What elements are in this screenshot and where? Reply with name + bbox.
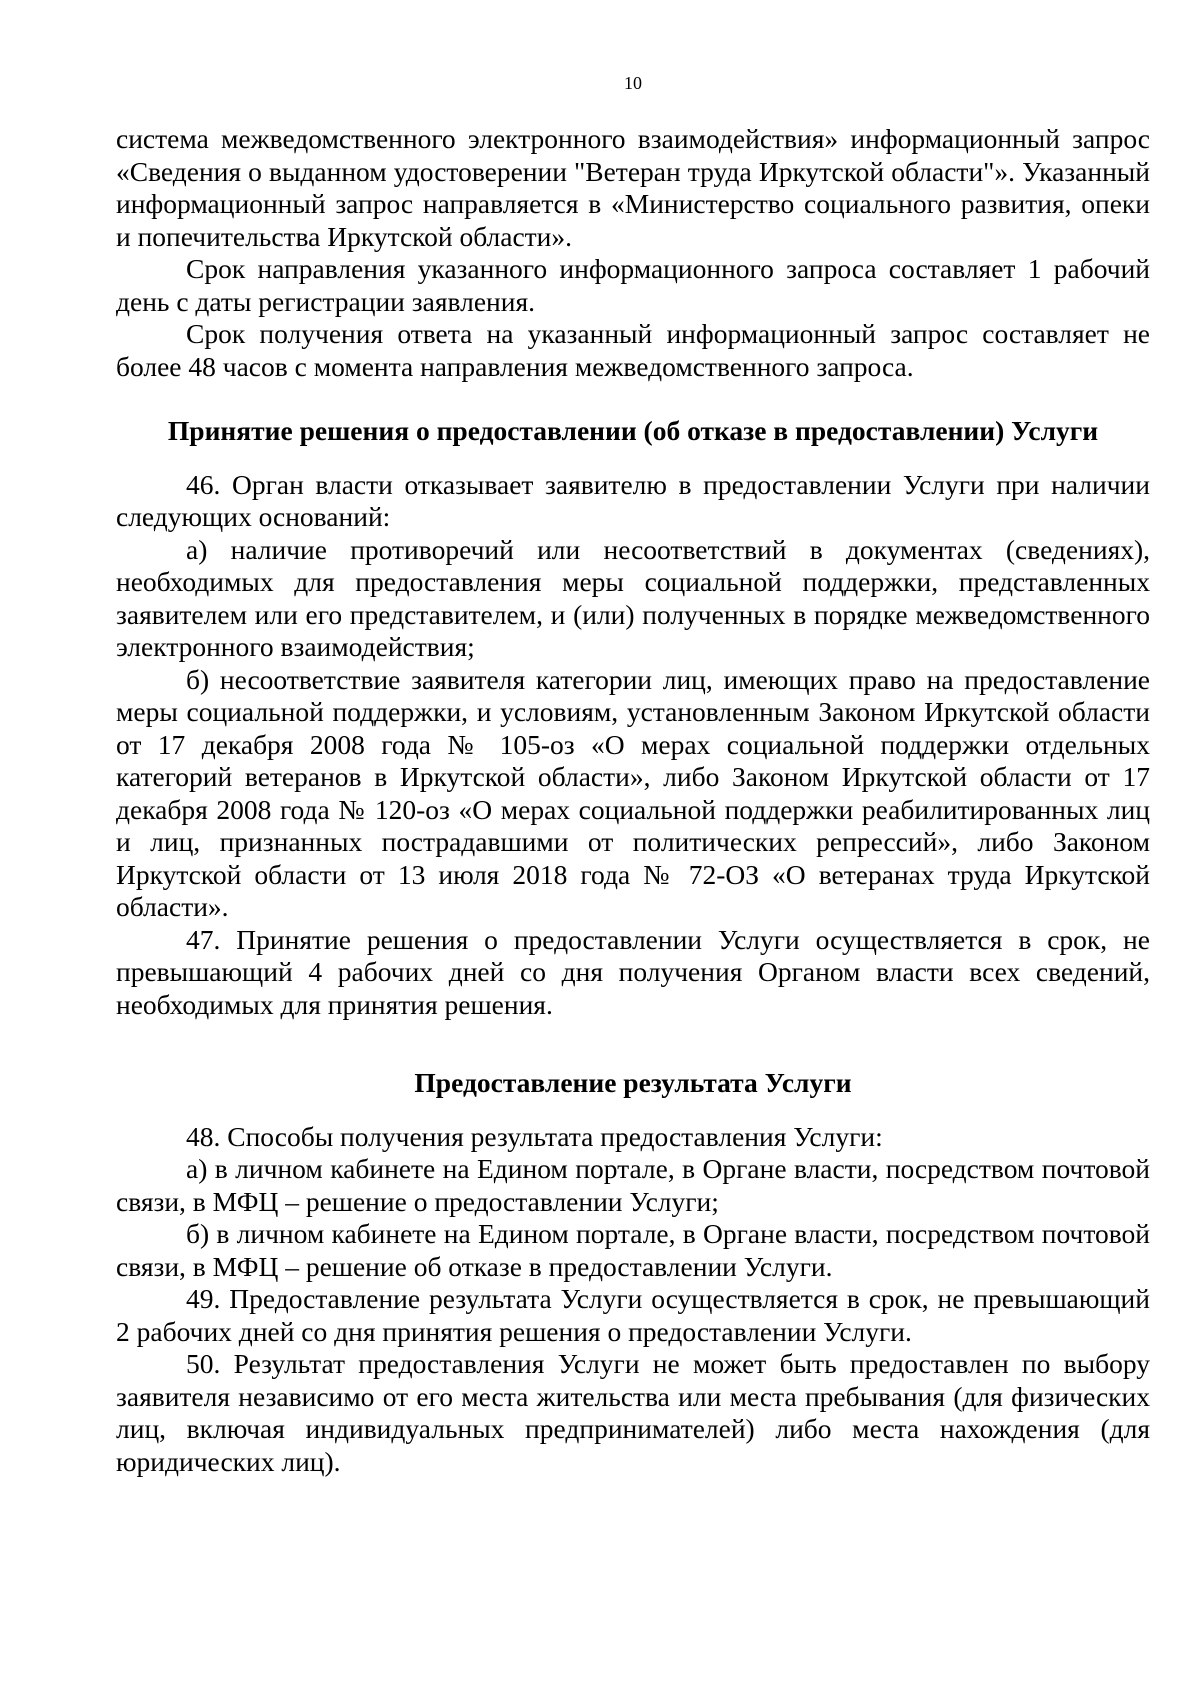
paragraph-request-deadline: Срок направления указанного информационного запроса составляет 1 рабочий день с даты регистрации заявления. [116, 253, 1150, 317]
section-interagency-request [116, 123, 1150, 383]
document-page [116, 0, 1150, 1478]
paragraph-48: 48. Способы получения результата предоставления Услуги: [186, 1120, 883, 1152]
section-heading-decision: Принятие решения о предоставлении (об отказе в предоставлении) Услуги [167, 415, 1099, 446]
paragraph-response-deadline: Срок получения ответа на указанный информационный запрос составляет не более 48 часов с момента направления межведомственного запроса. [116, 318, 1150, 382]
paragraph-46: 46. Орган власти отказывает заявителю в предоставлении Услуги при наличии следующих оснований: [116, 468, 1150, 532]
paragraph-48-a: а) в личном кабинете на Едином портале, в Органе власти, посредством почтовой связи, в МФЦ – решение о предоставлении Услуги; [116, 1153, 1150, 1217]
paragraph-49: 49. Предоставление результата Услуги осуществляется в срок, не превышающий 2 рабочих дней со дня принятия решения о предоставлении Услуги. [116, 1283, 1150, 1347]
section-result [116, 1067, 1150, 1478]
paragraph-50: 50. Результат предоставления Услуги не может быть предоставлен по выбору заявителя независимо от его места жительства или места пребывания (для физических лиц, включая индивидуальных предпринимателей) либо места нахождения (для юридических лиц). [116, 1348, 1150, 1477]
paragraph-47: 47. Принятие решения о предоставлении Услуги осуществляется в срок, не превышающий 4 рабочих дней со дня получения Органом власти всех сведений, необходимых для принятия решения. [116, 923, 1150, 1020]
paragraph-46-b: б) несоответствие заявителя категории лиц, имеющих право на предоставление меры социальной поддержки, и условиям, установленным Законом Иркутской области от 17 декабря 2008 года № 105-оз «О мерах социальной поддержки отдельных категорий ветеранов в Иркутской области», либо Законом Иркутской области от 17 декабря 2008 года № 120-оз «О мерах социальной поддержки реабилитированных лиц и лиц, признанных пострадавшими от политических репрессий», либо Законом Иркутской области от 13 июля 2018 года № 72-ОЗ «О ветеранах труда Иркутской области». [116, 663, 1150, 922]
paragraph-48-b: б) в личном кабинете на Едином портале, в Органе власти, посредством почтовой связи, в МФЦ – решение об отказе в предоставлении Услуги. [116, 1218, 1150, 1282]
paragraph-request-continuation: система межведомственного электронного взаимодействия» информационный запрос «Сведения о выданном удостоверении "Ветеран труда Иркутской области"». Указанный информационный запрос направляется в «Министерство социального развития, опеки и попечительства Иркутской области». [116, 123, 1150, 252]
page-number: 10 [624, 73, 642, 93]
section-heading-result: Предоставление результата Услуги [414, 1067, 852, 1098]
section-decision [116, 415, 1150, 1021]
paragraph-46-a: а) наличие противоречий или несоответствий в документах (сведениях), необходимых для предоставления меры социальной поддержки, представленных заявителем или его представителем, и (или) полученных в порядке межведомственного электронного взаимодействия; [116, 533, 1150, 662]
